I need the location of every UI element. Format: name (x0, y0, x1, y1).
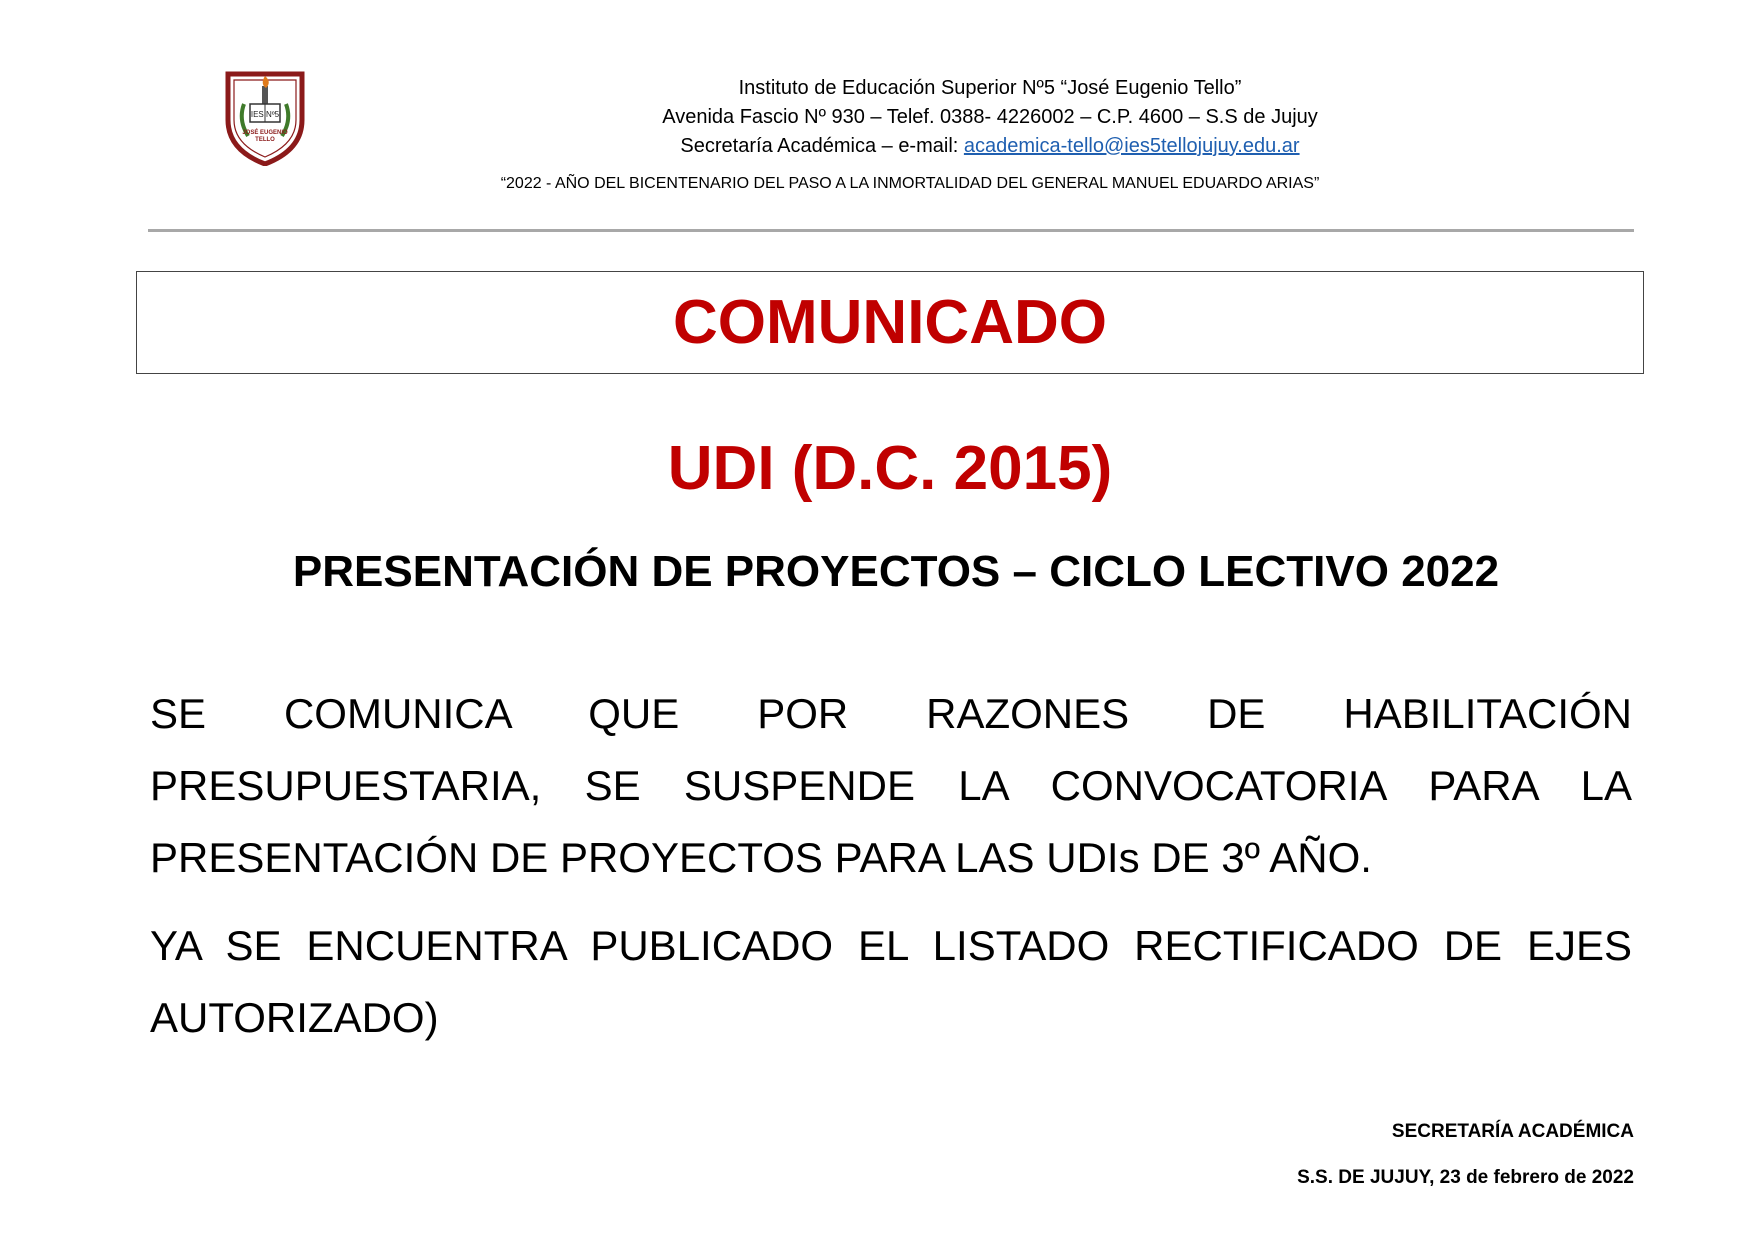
logo-text-3: TELLO (255, 137, 275, 143)
year-motto: “2022 - AÑO DEL BICENTENARIO DEL PASO A LA INMORTALIDAD DEL GENERAL MANUEL EDUARDO ARIAS” (500, 175, 1320, 192)
document-subtitle: UDI (D.C. 2015) (667, 434, 1113, 503)
section-heading: PRESENTACIÓN DE PROYECTOS – CICLO LECTIVO 2022 (292, 547, 1500, 596)
institution-address: Avenida Fascio Nº 930 – Telef. 0388- 4226002 – C.P. 4600 – S.S de Jujuy (662, 106, 1318, 128)
body-paragraph-1: SE COMUNICA QUE POR RAZONES DE HABILITACIÓN PRESUPUESTARIA, SE SUSPENDE LA CONVOCATORIA PARA LA PRESENTACIÓN DE PROYECTOS PARA LAS UDIs DE 3º AÑO. (150, 690, 1632, 881)
title-banner (136, 271, 1644, 374)
banner-title: COMUNICADO (673, 288, 1107, 357)
signature-office: SECRETARÍA ACADÉMICA (1391, 1121, 1634, 1142)
email-link[interactable]: academica-tello@ies5tellojujuy.edu.ar (963, 135, 1300, 157)
signature-place-date: S.S. DE JUJUY, 23 de febrero de 2022 (1297, 1167, 1634, 1188)
institution-header (590, 74, 1390, 161)
body-paragraph-2: YA SE ENCUENTRA PUBLICADO EL LISTADO RECTIFICADO DE EJES AUTORIZADO) (150, 922, 1632, 1041)
institution-logo (222, 70, 308, 166)
institution-name: Instituto de Educación Superior Nº5 “José Eugenio Tello” (738, 77, 1242, 99)
logo-text-1: IES Nº5 (250, 110, 280, 119)
secretariat-label: Secretaría Académica – e-mail: (680, 135, 964, 157)
secretariat-contact (590, 132, 1390, 161)
logo-text-2: JOSÉ EUGENIO (242, 130, 288, 136)
header-divider (148, 229, 1634, 232)
